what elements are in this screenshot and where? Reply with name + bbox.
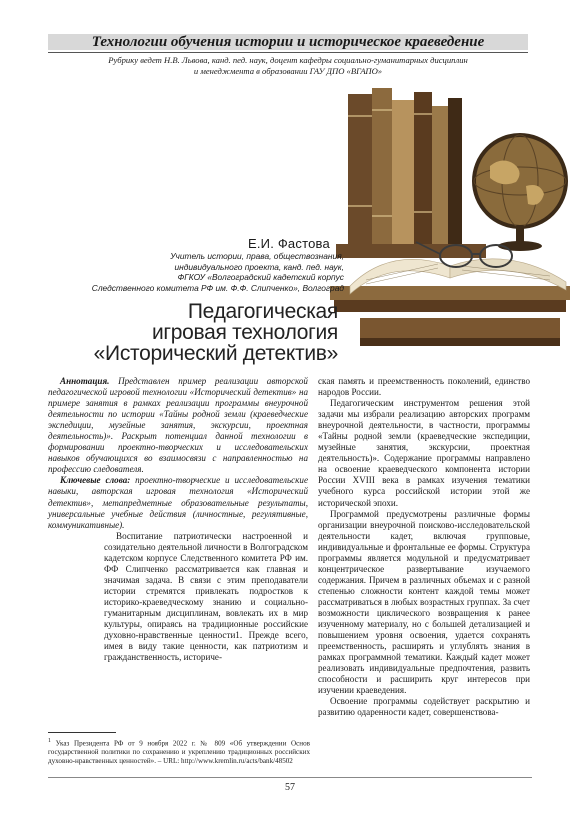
keywords-text: проектно-творческие и исследовательские навыки, авторская игровая технология «Исторический детектив», метапредметные образовательные результаты, универсальные учебные действия (личностные, регулятивные, коммуникативные). (48, 475, 308, 530)
affiliation-line: ФГКОУ «Волгоградский кадетский корпус (177, 272, 344, 283)
annotation (48, 376, 308, 475)
page-divider (48, 777, 532, 778)
article-title-line: игровая технология (152, 321, 338, 344)
article-title (94, 301, 338, 364)
body-paragraph: Педагогическим инструментом решения этой задачи мы избрали реализацию авторских программ внеурочной деятельности, в частности, программы «Тайны родной земли (краеведческие экспедиции, музейные занятия, экскурсии, проектная деятельность)». Содержание программы направлено на освоение краеведческого компонента истории России XVIII века в рамках изучения тематики учебного курса российской истории этой же исторической эпохи. (318, 398, 530, 508)
body-paragraph: Освоение программы содействует раскрытию и развитию одаренности кадет, совершенствова- (318, 696, 530, 718)
body-paragraph: Воспитание патриотически настроенной и созидательно деятельной личности в Волгоградском кадетском корпусе Следственного комитета РФ им. ФФ Слипченко рассматривается как главная и значимая задача. В связи с этим преподаватели истории стремятся привлекать подростков к историко-краеведческому знанию и социально-гуманитарным дисциплинам, вовлекать их в мир культуры, опираясь на традиционные российские духовно-нравственные ценности1. Прежде всего, имея в виду такие ценности, как патриотизм и гражданственность, историче- (104, 530, 308, 663)
page-number: 57 (285, 782, 295, 793)
header-divider (48, 52, 528, 53)
footnote-text: Указ Президента РФ от 9 ноября 2022 г. № 809 «Об утверждении Основ государственной политики по сохранению и укреплению традиционных российских духовно-нравственных ценностей». – URL: http://www.kremlin.ru/acts/bank/48502 (48, 739, 310, 765)
footnote-divider (48, 732, 116, 733)
annotation-text: Представлен пример реализации авторской педагогической игровой технологии «Исторический детектив» на примере занятия в рамках реализации программы внеурочной деятельности по истории «Тайны родной земли (краеведческие экспедиции, музейные занятия, экскурсии, проектная деятельность)». Раскрыт потенциал данной технологии в формировании проектно-творческих и исследовательских навыков обучающихся во взаимосвязи с направленностью на профессию следователя. (48, 376, 308, 475)
author-name: Е.И. Фастова (248, 236, 330, 251)
left-column (48, 376, 308, 663)
footnote-mark: 1 (48, 738, 51, 744)
annotation-label: Аннотация. (60, 376, 110, 386)
keywords-label: Ключевые слова: (60, 475, 131, 486)
affiliation-line: Следственного комитета РФ им. Ф.Ф. Слипченко», Волгоград (91, 282, 344, 293)
footnote (48, 737, 310, 765)
body-paragraph: ская память и преемственность поколений, единство народов России. (318, 376, 530, 398)
books-globe-glasses-illustration (330, 86, 576, 376)
keywords (48, 475, 308, 530)
article-title-line: «Исторический детектив» (93, 342, 338, 365)
right-column (318, 376, 530, 718)
affiliation-line: Учитель истории, права, обществознания, (170, 251, 344, 261)
author-affiliation (92, 251, 344, 293)
body-paragraph: Программой предусмотрены различные формы организации внеурочной поисково-исследовательской деятельности кадет, включая групповые, индивидуальные и фронтальные ее формы. Структура программы является модульной и предусматривает концентрическое развертывание изучаемого содержания. Причем в различных объемах и с разной степенью сложности контент каждой темы может рассматриваться в любых возрастных группах. За счет возможности циклического возвращения к ранее изученному материалу, но с большей детализацией и повышением уровня освоения, удается сохранять преемственность, расширять и углублять знания в рамках программной тематики. Каждый кадет может реализовать индивидуальные предпочтения, развить способности и расширить круг интересов при изучении краеведения. (318, 508, 530, 696)
rubric-editor (48, 55, 528, 76)
section-title: Технологии обучения истории и историческое краеведение (91, 34, 485, 50)
article-title-line: Педагогическая (187, 300, 338, 323)
affiliation-line: индивидуального проекта, канд. пед. наук, (174, 261, 344, 272)
rubric-line-1: Рубрику ведет Н.В. Львова, канд. пед. наук, доцент кафедры социально-гуманитарных дисциплин (108, 55, 468, 65)
rubric-line-2: и менеджмента в образовании ГАУ ДПО «ВГАПО» (193, 65, 383, 76)
